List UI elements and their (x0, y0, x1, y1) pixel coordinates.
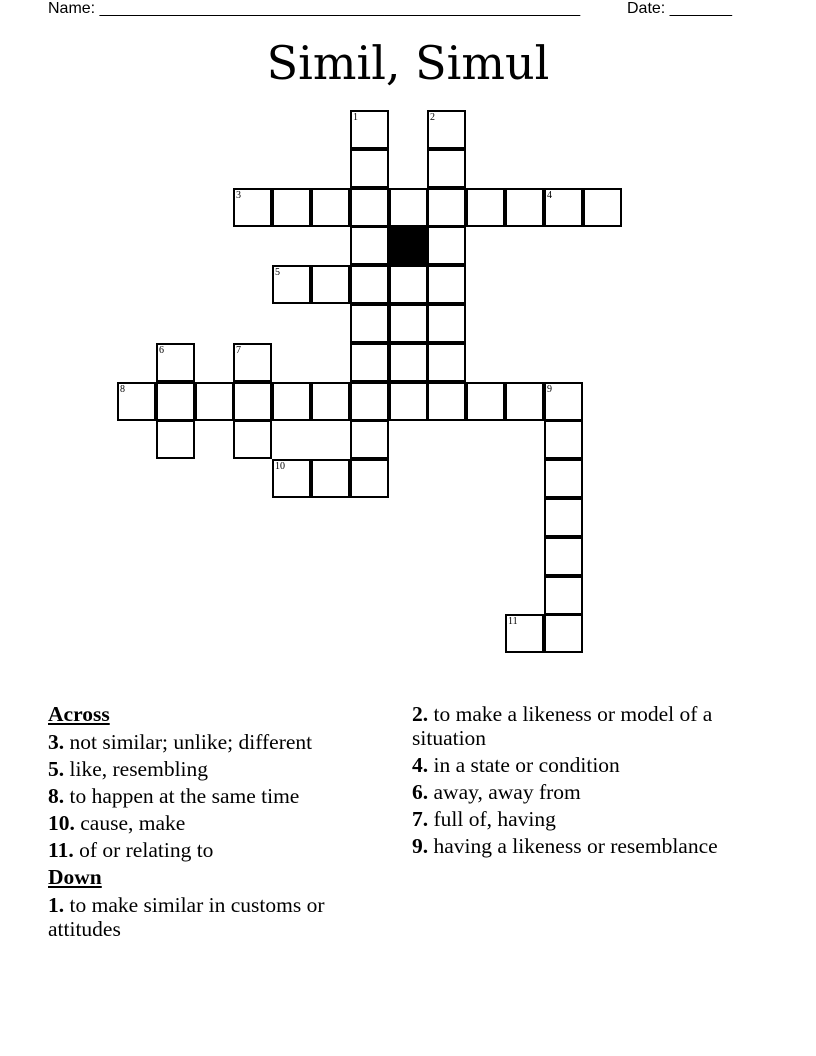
crossword-cell[interactable] (350, 343, 389, 382)
crossword-cell[interactable] (544, 537, 583, 576)
clue-number-label: 3 (236, 190, 241, 201)
crossword-cell[interactable] (466, 382, 505, 421)
crossword-cell[interactable] (272, 188, 311, 227)
crossword-cell[interactable] (389, 265, 428, 304)
crossword-cell[interactable] (311, 265, 350, 304)
clue-number: 6. (412, 780, 429, 804)
crossword-black-cell (389, 226, 428, 265)
clue-text: to make similar in customs or attitudes (48, 893, 325, 941)
clue-number: 9. (412, 834, 429, 858)
crossword-cell[interactable] (427, 188, 466, 227)
crossword-cell[interactable] (544, 420, 583, 459)
clue-text: having a likeness or resemblance (433, 834, 718, 858)
clue-number: 4. (412, 753, 429, 777)
clues-column-left (48, 702, 398, 944)
crossword-cell[interactable] (389, 382, 428, 421)
crossword-cell[interactable] (350, 226, 389, 265)
crossword-cell[interactable] (350, 382, 389, 421)
crossword-cell[interactable] (311, 188, 350, 227)
crossword-cell[interactable] (350, 420, 389, 459)
crossword-cell[interactable] (427, 304, 466, 343)
clue-number-label: 1 (353, 112, 358, 123)
crossword-cell[interactable] (272, 459, 311, 498)
crossword-cell[interactable] (350, 265, 389, 304)
clue-down-2 (412, 702, 762, 750)
clue-number-label: 2 (430, 112, 435, 123)
crossword-cell[interactable] (311, 382, 350, 421)
clue-text: full of, having (433, 807, 556, 831)
clue-number: 1. (48, 893, 65, 917)
crossword-cell[interactable] (272, 265, 311, 304)
crossword-cell[interactable] (233, 343, 272, 382)
crossword-cell[interactable] (233, 420, 272, 459)
clue-across-3 (48, 730, 398, 754)
crossword-cell[interactable] (544, 188, 583, 227)
clue-number-label: 9 (547, 384, 552, 395)
crossword-cell[interactable] (427, 226, 466, 265)
crossword-cell[interactable] (156, 420, 195, 459)
crossword-cell[interactable] (427, 110, 466, 149)
clue-down-7 (412, 807, 762, 831)
name-field-label: Name: ______________________________________________________ (48, 0, 581, 17)
clue-number: 10. (48, 811, 75, 835)
clue-across-10 (48, 811, 398, 835)
crossword-cell[interactable] (427, 149, 466, 188)
across-heading: Across (48, 702, 110, 726)
clue-text: away, away from (433, 780, 581, 804)
clue-number: 2. (412, 702, 429, 726)
crossword-cell[interactable] (466, 188, 505, 227)
clue-number-label: 8 (120, 384, 125, 395)
clue-number-label: 6 (159, 345, 164, 356)
clue-number-label: 5 (275, 267, 280, 278)
clue-text: cause, make (80, 811, 186, 835)
clue-across-11 (48, 838, 398, 862)
clue-number-label: 4 (547, 190, 552, 201)
crossword-cell[interactable] (156, 382, 195, 421)
clue-down-1 (48, 893, 398, 941)
clue-across-8 (48, 784, 398, 808)
crossword-cell[interactable] (233, 382, 272, 421)
clue-down-9 (412, 834, 762, 858)
clue-text: to make a likeness or model of a situation (412, 702, 713, 750)
crossword-cell[interactable] (544, 382, 583, 421)
crossword-cell[interactable] (389, 343, 428, 382)
crossword-cell[interactable] (505, 614, 544, 653)
crossword-cell[interactable] (350, 110, 389, 149)
crossword-cell[interactable] (427, 265, 466, 304)
crossword-cell[interactable] (311, 459, 350, 498)
clue-text: like, resembling (69, 757, 209, 781)
clue-number-label: 11 (508, 616, 518, 627)
crossword-cell[interactable] (505, 188, 544, 227)
page-title: Simil, Simul (266, 36, 550, 90)
clue-number: 5. (48, 757, 65, 781)
clue-number: 8. (48, 784, 65, 808)
down-heading: Down (48, 865, 102, 889)
clue-text: of or relating to (79, 838, 214, 862)
clue-down-4 (412, 753, 762, 777)
crossword-cell[interactable] (272, 382, 311, 421)
clue-text: not similar; unlike; different (69, 730, 313, 754)
crossword-cell[interactable] (233, 188, 272, 227)
clue-text: in a state or condition (433, 753, 620, 777)
clue-number-label: 10 (275, 461, 285, 472)
crossword-cell[interactable] (350, 149, 389, 188)
crossword-cell[interactable] (427, 343, 466, 382)
crossword-cell[interactable] (156, 343, 195, 382)
crossword-cell[interactable] (544, 576, 583, 615)
crossword-cell[interactable] (350, 188, 389, 227)
clue-down-6 (412, 780, 762, 804)
date-field-label: Date: _______ (627, 0, 732, 17)
crossword-cell[interactable] (389, 188, 428, 227)
crossword-cell[interactable] (350, 459, 389, 498)
clue-text: to happen at the same time (69, 784, 300, 808)
clue-number: 3. (48, 730, 65, 754)
crossword-cell[interactable] (544, 498, 583, 537)
crossword-cell[interactable] (427, 382, 466, 421)
clue-number-label: 7 (236, 345, 241, 356)
clue-number: 11. (48, 838, 74, 862)
crossword-cell[interactable] (505, 382, 544, 421)
crossword-cell[interactable] (350, 304, 389, 343)
clue-number: 7. (412, 807, 429, 831)
clue-across-5 (48, 757, 398, 781)
crossword-cell[interactable] (544, 614, 583, 653)
crossword-cell[interactable] (389, 304, 428, 343)
crossword-cell[interactable] (583, 188, 622, 227)
crossword-cell[interactable] (195, 382, 234, 421)
clues-column-right (412, 702, 762, 861)
crossword-cell[interactable] (544, 459, 583, 498)
crossword-cell[interactable] (117, 382, 156, 421)
